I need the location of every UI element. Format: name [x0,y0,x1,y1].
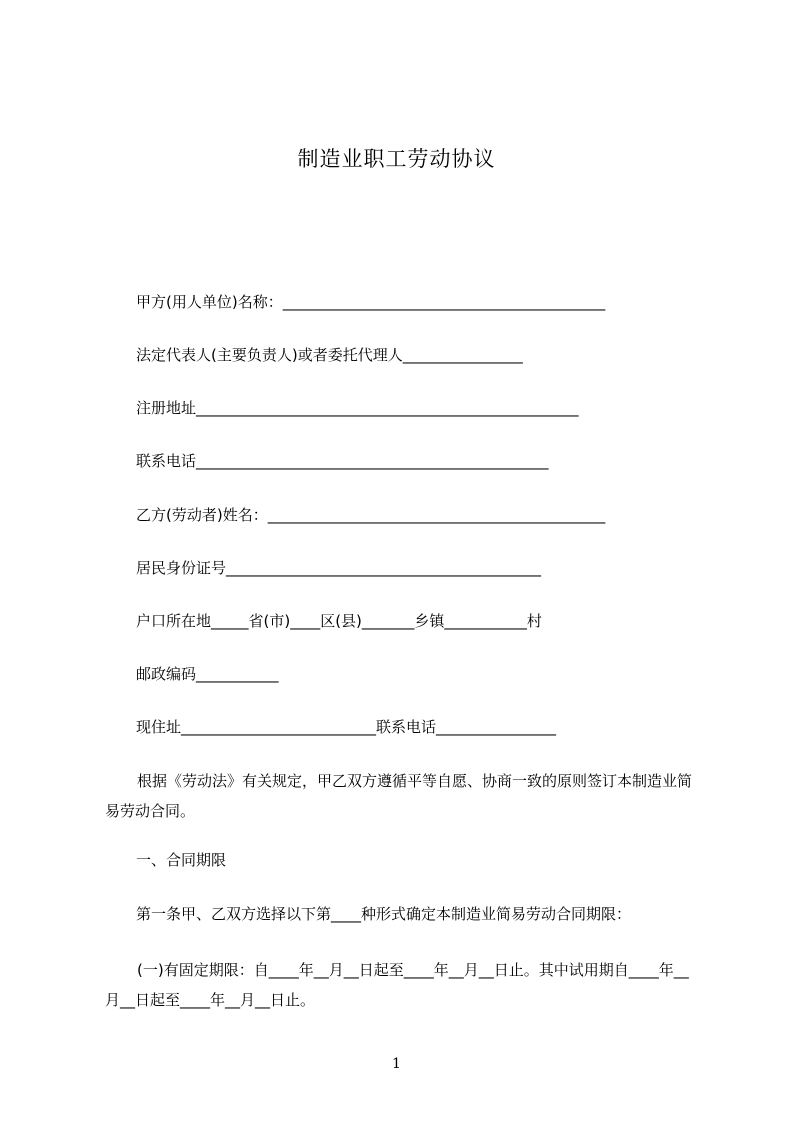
page-number: 1 [392,1056,401,1072]
document-title: 制造业职工劳动协议 [297,147,496,171]
legal-representative-field: 法定代表人(主要负责人)或者委托代理人________________ [136,346,523,364]
household-registration-field: 户口所在地_____省(市)____区(县)_______乡镇___________村 [136,612,542,630]
intro-paragraph: 根据《劳动法》有关规定，甲乙双方遵循平等自愿、协商一致的原则签订本制造业简易劳动合同。 [105,772,693,820]
party-a-phone-field: 联系电话_______________________________________________ [136,452,549,470]
current-address-field: 现住址__________________________联系电话________________ [136,718,557,736]
party-a-name-field: 甲方(用人单位)名称：___________________________________________ [136,293,606,311]
section-1-heading: 一、合同期限 [136,851,227,869]
id-number-field: 居民身份证号__________________________________________ [136,559,542,577]
party-b-name-field: 乙方(劳动者)姓名：_____________________________________________ [136,506,606,524]
clause-1: (一)有固定期限：自____年__月__日起至____年__月__日止。其中试用期自____年__月__日起至____年__月__日止。 [105,961,689,1009]
article-1: 第一条甲、乙双方选择以下第____种形式确定本制造业简易劳动合同期限： [136,905,632,923]
registered-address-field: 注册地址___________________________________________________ [136,399,579,417]
postal-code-field: 邮政编码___________ [136,665,279,683]
